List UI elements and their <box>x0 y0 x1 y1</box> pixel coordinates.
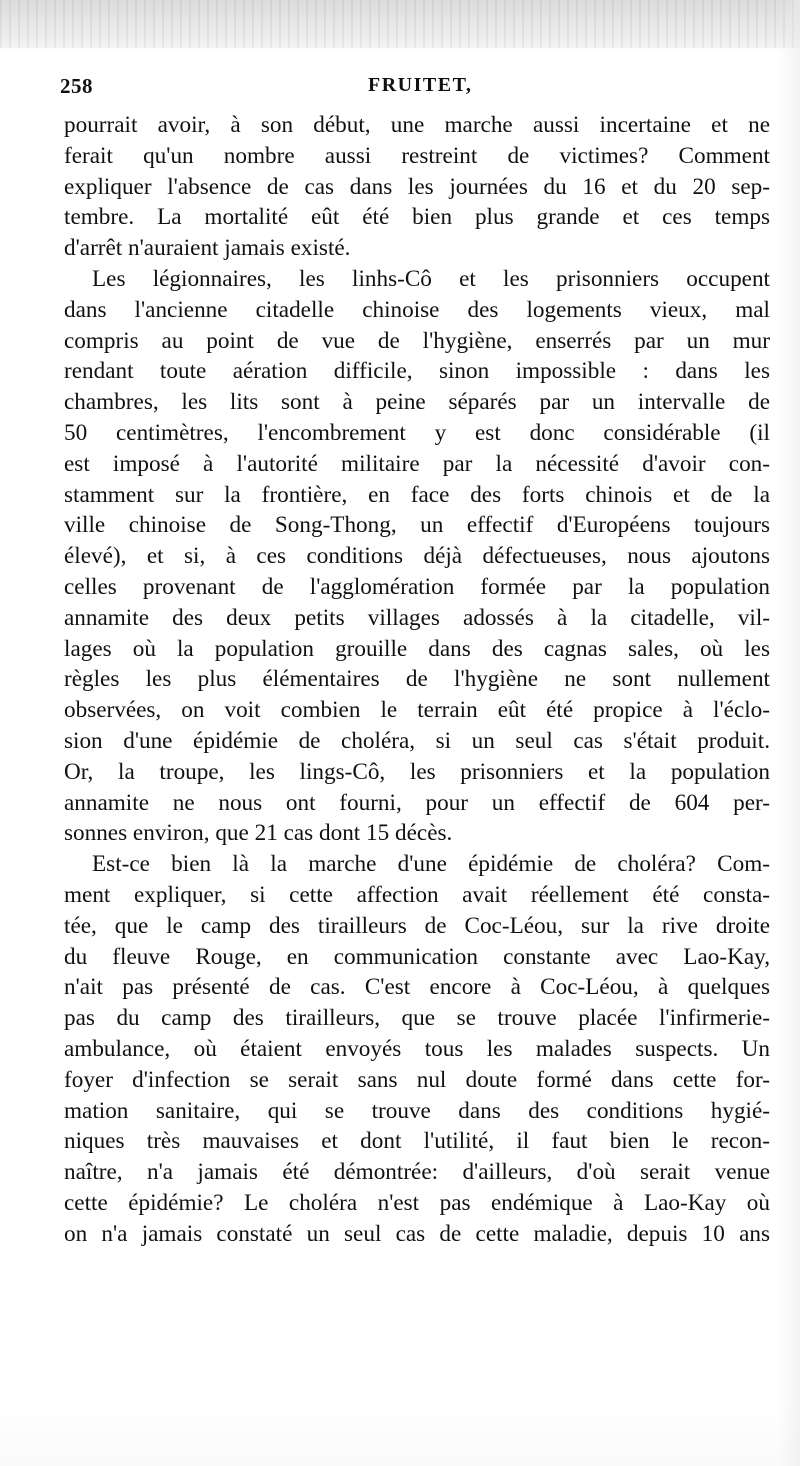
text-line: annamite ne nous ont fourni, pour un effectif de 604 per- <box>64 789 770 816</box>
text-line: ville chinoise de Song-Thong, un effectif d'Européens toujours <box>64 512 770 539</box>
text-line: dans l'ancienne citadelle chinoise des logements vieux, mal <box>64 296 770 323</box>
scan-right-edge <box>778 0 800 1466</box>
text-line: sion d'une épidémie de choléra, si un seul cas s'était produit. <box>64 727 770 754</box>
text-line: observées, on voit combien le terrain eût été propice à l'éclo- <box>64 697 770 724</box>
page-header <box>60 74 760 102</box>
text-line: ment expliquer, si cette affection avait réellement été consta- <box>64 881 770 908</box>
text-line: lages où la population grouille dans des cagnas sales, où les <box>64 635 770 662</box>
text-line: Les légionnaires, les linhs-Cô et les prisonniers occupent <box>92 265 770 292</box>
running-title: FRUITET, <box>368 74 473 96</box>
text-line: expliquer l'absence de cas dans les journées du 16 et du 20 sep- <box>64 173 770 200</box>
text-line: on n'a jamais constaté un seul cas de cette maladie, depuis 10 ans <box>64 1220 770 1247</box>
text-line: Est-ce bien là la marche d'une épidémie de choléra? Com- <box>92 851 770 878</box>
text-line: compris au point de vue de l'hygiène, enserrés par un mur <box>64 327 770 354</box>
text-line: pas du camp des tirailleurs, que se trouve placée l'infirmerie- <box>64 1005 770 1032</box>
text-line: ferait qu'un nombre aussi restreint de victimes? Comment <box>64 142 770 169</box>
text-line: pourrait avoir, à son début, une marche aussi incertaine et ne <box>64 112 770 138</box>
text-line: tembre. La mortalité eût été bien plus grande et ces temps <box>64 204 770 231</box>
text-line: mation sanitaire, qui se trouve dans des conditions hygié- <box>64 1097 770 1124</box>
text-line: stamment sur la frontière, en face des forts chinois et de la <box>64 481 770 508</box>
text-line: n'ait pas présenté de cas. C'est encore à Coc-Léou, à quelques <box>64 974 770 1001</box>
text-line: tée, que le camp des tirailleurs de Coc-Léou, sur la rive droite <box>64 912 770 939</box>
text-line: chambres, les lits sont à peine séparés par un intervalle de <box>64 389 770 416</box>
text-line: est imposé à l'autorité militaire par la nécessité d'avoir con- <box>64 450 770 477</box>
body-text <box>64 110 770 1249</box>
text-line: annamite des deux petits villages adossés à la citadelle, vil- <box>64 604 770 631</box>
text-line: naître, n'a jamais été démontrée: d'ailleurs, d'où serait venue <box>64 1159 770 1186</box>
scan-top-edge <box>0 0 800 48</box>
text-line: Or, la troupe, les lings-Cô, les prisonniers et la population <box>64 758 770 785</box>
page-number: 258 <box>60 74 93 98</box>
text-line: règles les plus élémentaires de l'hygiène ne sont nullement <box>64 666 770 693</box>
text-line: 50 centimètres, l'encombrement y est donc considérable (il <box>64 419 770 446</box>
text-line: sonnes environ, que 21 cas dont 15 décès. <box>64 820 453 847</box>
text-line: cette épidémie? Le choléra n'est pas endémique à Lao-Kay où <box>64 1189 770 1216</box>
text-line: ambulance, où étaient envoyés tous les malades suspects. Un <box>64 1035 770 1062</box>
text-line: rendant toute aération difficile, sinon impossible : dans les <box>64 358 770 385</box>
text-line: celles provenant de l'agglomération formée par la population <box>64 573 770 600</box>
text-line: d'arrêt n'auraient jamais existé. <box>64 235 351 262</box>
text-line: foyer d'infection se serait sans nul doute formé dans cette for- <box>64 1066 770 1093</box>
text-line: niques très mauvaises et dont l'utilité, il faut bien le recon- <box>64 1128 770 1155</box>
text-line: du fleuve Rouge, en communication constante avec Lao-Kay, <box>64 943 770 970</box>
text-line: élevé), et si, à ces conditions déjà défectueuses, nous ajoutons <box>64 543 770 570</box>
